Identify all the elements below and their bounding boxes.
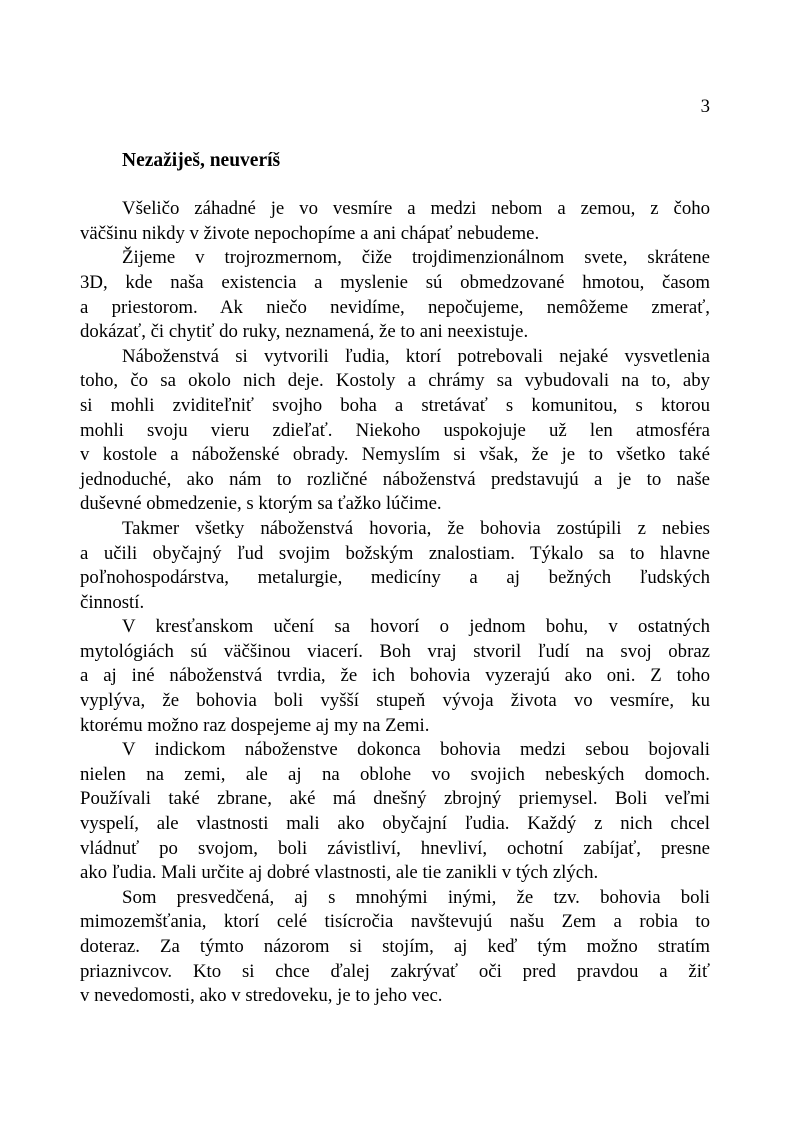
text-line: ako ľudia. Mali určite aj dobré vlastnosti, ale tie zanikli v tých zlých.: [80, 862, 599, 884]
text-line: Všeličo záhadné je vo vesmíre a medzi nebom a zemou, z čoho: [122, 198, 710, 220]
text-line: jednoduché, ako nám to rozličné náboženstvá predstavujú a je to naše: [80, 468, 710, 490]
text-line: toho, čo sa okolo nich deje. Kostoly a chrámy sa vybudovali na to, aby: [80, 370, 710, 392]
text-line: doteraz. Za týmto názorom si stojím, aj keď tým možno stratím: [80, 936, 710, 957]
text-line: Takmer všetky náboženstvá hovoria, že bohovia zostúpili z nebies: [122, 517, 710, 539]
text-line: V indickom náboženstve dokonca bohovia medzi sebou bojovali: [122, 739, 710, 761]
text-line: mytológiách sú väčšinou viacerí. Boh vraj stvoril ľudí na svoj obraz: [80, 640, 710, 662]
text-line: vyplýva, že bohovia boli vyšší stupeň vývoja života vo vesmíre, ku: [80, 690, 710, 712]
text-line: vládnuť po svojom, boli závistliví, hnevliví, ochotní zabíjať, presne: [80, 837, 710, 859]
text-line: duševné obmedzenie, s ktorým sa ťažko lúčime.: [80, 493, 442, 515]
chapter-title: Nezažiješ, neuveríš: [122, 149, 281, 171]
body-text: [80, 197, 710, 1009]
text-line: činností.: [80, 591, 145, 613]
text-line: v nevedomosti, ako v stredoveku, je to jeho vec.: [80, 985, 443, 1007]
text-line: vyspelí, ale vlastnosti mali ako obyčajní ľudia. Každý z nich chcel: [80, 813, 710, 835]
text-line: priaznivcov. Kto si chce ďalej zakrývať oči pred pravdou a žiť: [80, 960, 710, 982]
text-line: nielen na zemi, ale aj na oblohe vo svojich nebeských domoch.: [80, 763, 710, 785]
text-line: Náboženstvá si vytvorili ľudia, ktorí potrebovali nejaké vysvetlenia: [122, 345, 710, 367]
text-line: Používali také zbrane, aké má dnešný zbrojný priemysel. Boli veľmi: [80, 788, 710, 810]
text-line: Žijeme v trojrozmernom, čiže trojdimenzionálnom svete, skrátene: [122, 247, 710, 269]
text-line: V kresťanskom učení sa hovorí o jednom bohu, v ostatných: [122, 616, 710, 638]
text-line: a učili obyčajný ľud svojim božským znalostiam. Týkalo sa to hlavne: [80, 542, 710, 564]
text-line: 3D, kde naša existencia a myslenie sú obmedzované hmotou, časom: [80, 271, 710, 293]
text-line: v kostole a náboženské obrady. Nemyslím si však, že je to všetko také: [80, 444, 710, 466]
text-line: mimozemšťania, ktorí celé tisícročia navštevujú našu Zem a robia to: [80, 911, 710, 933]
text-line: poľnohospodárstva, metalurgie, medicíny a aj bežných ľudských: [80, 567, 710, 589]
page-content: [80, 0, 710, 1009]
text-line: väčšinu nikdy v živote nepochopíme a ani chápať nebudeme.: [80, 222, 540, 244]
text-line: mohli svoju vieru zdieľať. Niekoho uspokojuje už len atmosféra: [80, 419, 710, 441]
text-line: a priestorom. Ak niečo nevidíme, nepočujeme, nemôžeme zmerať,: [80, 296, 710, 318]
text-line: si mohli zviditeľniť svojho boha a stretávať s komunitou, s ktorou: [80, 394, 710, 416]
text-line: a aj iné náboženstvá tvrdia, že ich bohovia vyzerajú ako oni. Z toho: [80, 665, 710, 687]
text-line: Som presvedčená, aj s mnohými inými, že tzv. bohovia boli: [122, 886, 710, 908]
text-line: dokázať, či chytiť do ruky, neznamená, že to ani neexistuje.: [80, 321, 529, 343]
page-number: 3: [700, 96, 710, 117]
text-line: ktorému možno raz dospejeme aj my na Zemi.: [80, 714, 430, 736]
